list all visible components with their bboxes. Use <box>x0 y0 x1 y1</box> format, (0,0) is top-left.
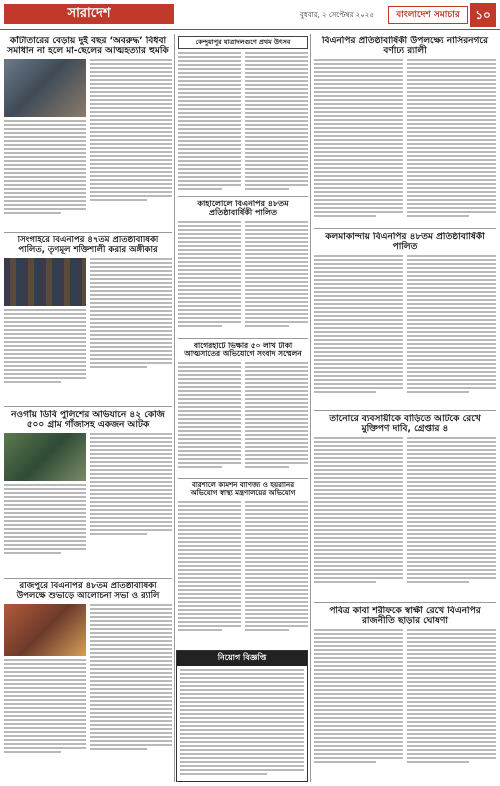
page-number: ১০ <box>470 3 496 27</box>
article-headline: সিংগাইরে বিএনপির ৪৭তম প্রতিষ্ঠাবার্ষিকী পালিত, তৃণমূল শক্তিশালী করার অঙ্গীকার <box>17 236 159 255</box>
article-headline: কাহালোলে বিএনপির ৪৮তম প্রতিষ্ঠাবার্ষিকী পালিত <box>197 200 289 217</box>
article-naogaon <box>4 410 172 576</box>
article-divider <box>178 338 308 339</box>
article-photo <box>4 433 86 481</box>
article-widow-fence <box>4 36 172 230</box>
article-divider <box>314 602 496 603</box>
article-photo <box>4 604 86 656</box>
article-photo <box>4 258 86 306</box>
article-rajpur <box>4 582 172 782</box>
article-headline: নওগাঁয় ডিবি পুলিশের অভিযানে ৪২ কেজি ৫০০ গ্রাম গাঁজাসহ একজন আটক <box>11 410 165 431</box>
article-divider <box>4 578 172 579</box>
article-kaaba <box>314 606 496 782</box>
article-photo <box>4 59 86 117</box>
article-kenduapur <box>178 36 308 194</box>
article-kahalol <box>178 200 308 336</box>
article-divider <box>314 410 496 411</box>
article-divider <box>314 228 496 229</box>
article-headline: কলমাকান্দায় বিএনপির ৪৮তম প্রতিষ্ঠাবার্ষিকী পালিত <box>325 232 485 253</box>
article-headline: বরিশালে কমিশন বাণিজ্য ও হয়রানির অভিযোগ স্বাস্থ্য মন্ত্রণালয়ের অভিযোগ <box>190 482 296 497</box>
article-tanore <box>314 414 496 600</box>
article-headline: বাগেরহাটে ভিক্ষার ৫০ লাখ টাকা আত্মসাতের অভিযোগে সংবাদ সম্মেলন <box>184 342 302 359</box>
issue-date: বুধবার, ২ সেপ্টেম্বর ২০২৫ <box>300 11 374 19</box>
column-rule <box>174 34 175 782</box>
article-headline: কেন্দুয়াপুর যাত্রাদলগুণে প্রথম উৎসব <box>178 36 308 49</box>
article-kalmakanda <box>314 232 496 408</box>
article-headline: কাঁটাতারের বেড়ায় দুই বছর ‘অবরুদ্ধ’ বিধবা সমাধান না হলে মা-ছেলের আত্মহত্যার হুমকি <box>7 36 169 57</box>
article-barishal <box>178 482 308 646</box>
column-rule <box>310 34 311 782</box>
newspaper-logo: বাংলাদেশ সমাচার <box>388 6 468 24</box>
page-header <box>0 0 500 30</box>
article-bagerhat <box>178 342 308 476</box>
notice-title: নিয়োগ বিজ্ঞপ্তি <box>177 651 307 666</box>
article-headline: তানোরে ব্যবসায়ীকে বাড়িতে আটকে রেখে মুক্তিপণ দাবি, গ্রেপ্তার ৪ <box>329 414 481 435</box>
article-nasirnagar <box>314 36 496 226</box>
article-divider <box>4 232 172 233</box>
article-divider <box>178 478 308 479</box>
article-headline: পবিত্র কাবা শরীফকে স্বাক্ষী রেখে বিএনপির রাজনীতি ছাড়ার ঘোষণা <box>329 606 481 627</box>
article-divider <box>178 196 308 197</box>
article-singair <box>4 236 172 404</box>
article-headline: রাজপুরে বিএনপির ৪৮তম প্রতিষ্ঠাবার্ষিকী উপলক্ষে শুভাড়ে আলোচনা সভা ও র‍্যালি <box>16 582 160 601</box>
article-divider <box>4 406 172 407</box>
job-notice-box <box>176 650 308 782</box>
section-title: সারাদেশ <box>4 4 174 24</box>
article-headline: বিএনপির প্রতিষ্ঠাবার্ষিকী উপলক্ষ্যে নাসিরনগরে বর্ণাঢ্য র‍্যালী <box>321 36 489 57</box>
